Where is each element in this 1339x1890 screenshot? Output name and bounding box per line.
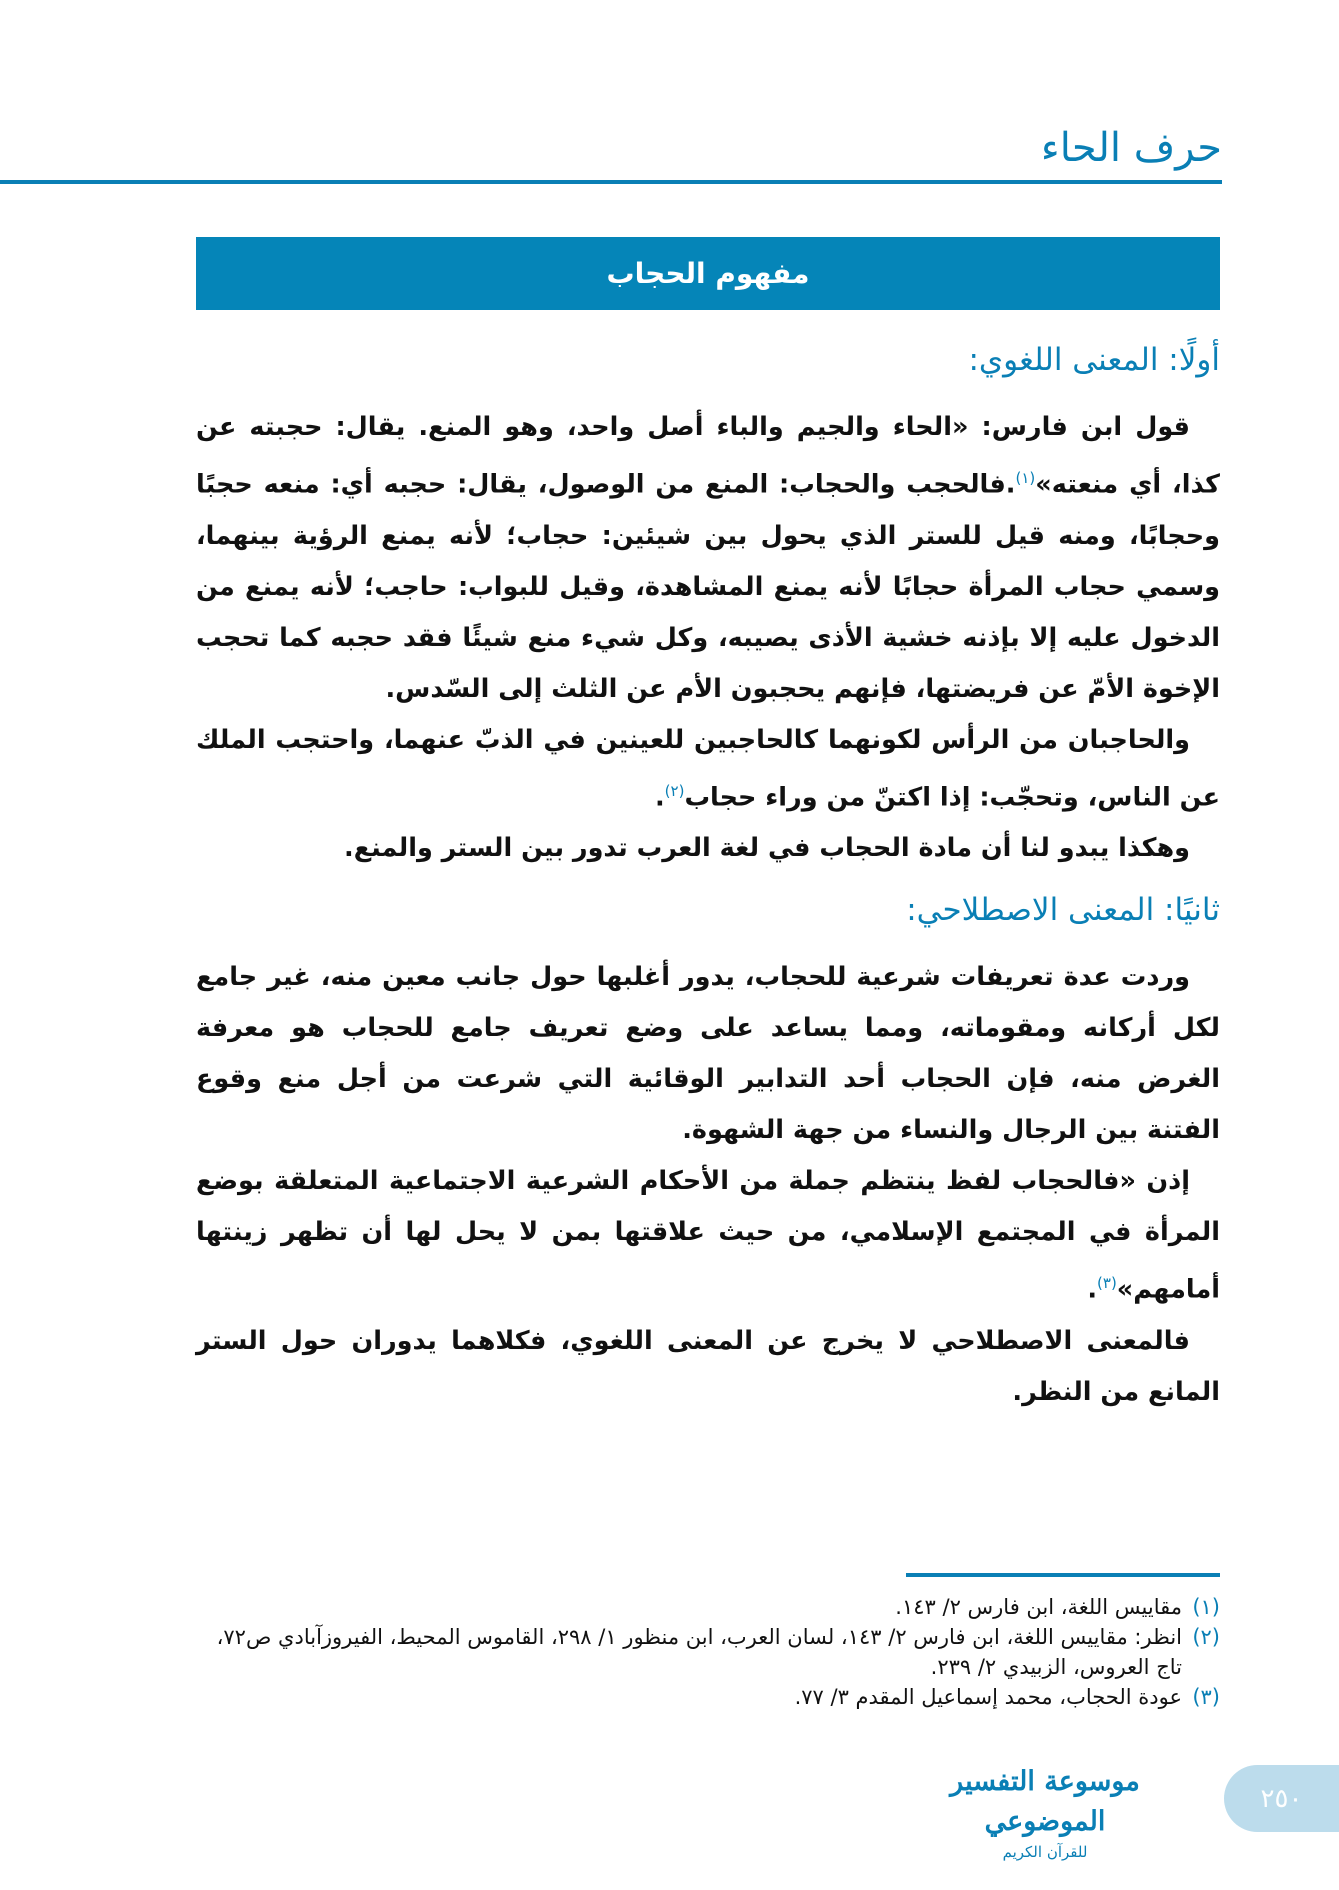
main-content <box>196 330 1220 1418</box>
page-number-badge <box>1224 1765 1339 1832</box>
paragraph <box>196 1316 1220 1418</box>
paragraph-text: فالمعنى الاصطلاحي لا يخرج عن المعنى اللغوي، فكلاهما يدوران حول الستر المانع من النظر. <box>196 1325 1220 1407</box>
topic-title: مفهوم الحجاب <box>606 257 810 290</box>
paragraph-tail: . <box>654 782 665 812</box>
footnote-number: (٢) <box>1192 1625 1220 1649</box>
paragraph-text: وهكذا يبدو لنا أن مادة الحجاب في لغة العرب تدور بين الستر والمنع. <box>344 833 1190 863</box>
paragraph-text: وردت عدة تعريفات شرعية للحجاب، يدور أغلبها حول جانب معين منه، غير جامع لكل أركانه ومقوماته، ومما يساعد على وضع تعريف جامع للحجاب هو معرفة الغرض منه، فإن الحجاب أحد التدابير الوقائية التي شرعت من أجل منع وقوع الفتنة بين الرجال والنساء من جهة الشهوة. <box>196 962 1220 1145</box>
footnotes <box>196 1592 1220 1712</box>
chapter-title: حرف الحاء <box>1040 125 1222 171</box>
topic-title-bar <box>196 237 1220 310</box>
paragraph <box>196 715 1220 824</box>
paragraph-text: إذن «فالحجاب لفظ ينتظم جملة من الأحكام الشرعية الاجتماعية المتعلقة بوضع المرأة في المجتمع الإسلامي، من حيث علاقتها بمن لا يحل لها أن تظهر زينتها أمامهم» <box>196 1166 1220 1305</box>
paragraph-tail: . <box>1087 1274 1098 1305</box>
footnote-text: عودة الحجاب، محمد إسماعيل المقدم ٣/ ٧٧. <box>794 1685 1182 1709</box>
paragraph <box>196 952 1220 1156</box>
footnote-ref-1[interactable]: (١) <box>1015 469 1036 487</box>
footnote-item <box>196 1622 1220 1682</box>
encyclopedia-logo <box>930 1762 1160 1862</box>
footnote-text: انظر: مقاييس اللغة، ابن فارس ٢/ ١٤٣، لسان العرب، ابن منظور ١/ ٢٩٨، القاموس المحيط، الفيروزآبادي ص٧٢، تاج العروس، الزبيدي ٢/ ٢٣٩. <box>216 1625 1182 1679</box>
logo-subtitle: للقرآن الكريم <box>1002 1843 1088 1861</box>
logo-title: موسوعة التفسير الموضوعي <box>950 1766 1140 1837</box>
footnote-number: (٣) <box>1192 1685 1220 1709</box>
paragraph <box>196 823 1220 874</box>
paragraph <box>196 402 1220 715</box>
section-heading-linguistic: أولًا: المعنى اللغوي: <box>968 342 1220 378</box>
paragraph <box>196 1156 1220 1316</box>
footnote-divider <box>906 1573 1220 1577</box>
header-divider <box>0 180 1222 184</box>
section-heading-terminological: ثانيًا: المعنى الاصطلاحي: <box>906 892 1220 928</box>
page-number: ٢٥٠ <box>1260 1783 1303 1814</box>
footnote-item <box>196 1682 1220 1712</box>
footnote-ref-3[interactable]: (٣) <box>1097 1274 1117 1292</box>
footnote-ref-2[interactable]: (٢) <box>664 781 685 800</box>
footnote-text: مقاييس اللغة، ابن فارس ٢/ ١٤٣. <box>895 1595 1182 1619</box>
footnote-number: (١) <box>1192 1595 1220 1619</box>
footnote-item <box>196 1592 1220 1622</box>
paragraph-text: والحاجبان من الرأس لكونهما كالحاجبين للعينين في الذبّ عنهما، واحتجب الملك عن الناس، وتحجّب: إذا اكتنّ من وراء حجاب <box>196 724 1220 812</box>
paragraph-tail: .فالحجب والحجاب: المنع من الوصول، يقال: حجبه أي: منعه حجبًا وحجابًا، ومنه قيل للستر الذي يحول بين شيئين: حجاب؛ لأنه يمنع الرؤية بينهما، وسمي حجاب المرأة حجابًا لأنه يمنع المشاهدة، وقيل للبواب: حاجب؛ لأنه يمنع من الدخول عليه إلا بإذنه خشية الأذى يصيبه، وكل شيء منع شيئًا فقد حجبه كما تحجب الإخوة الأمّ عن فريضتها، فإنهم يحجبون الأم عن الثلث إلى السّدس. <box>196 469 1220 704</box>
paragraph-text: قول ابن فارس: «الحاء والجيم والباء أصل واحد، وهو المنع. يقال: حجبته عن كذا، أي منعته» <box>196 412 1221 500</box>
